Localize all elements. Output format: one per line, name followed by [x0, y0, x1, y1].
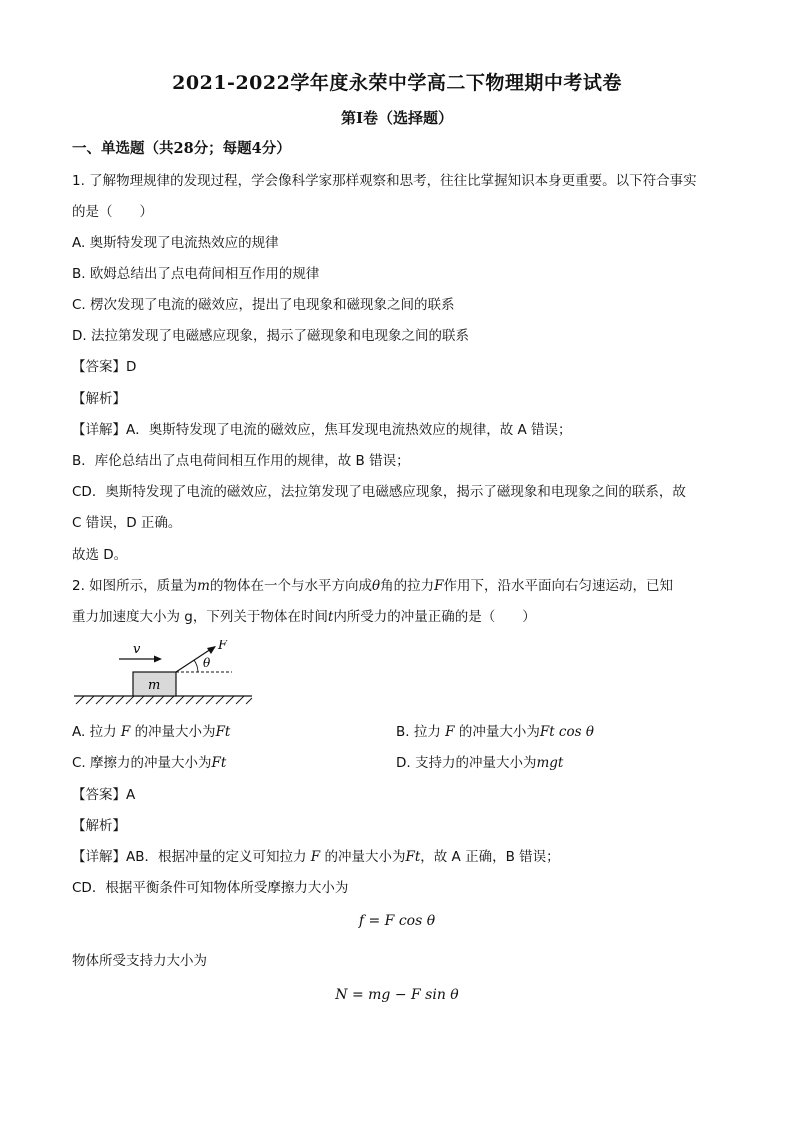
- detail-text: 【详解】AB．根据冲量的定义可知拉力: [72, 849, 307, 865]
- option-text: 的冲量大小为: [458, 724, 540, 740]
- q1-detail-2: B．库伦总结出了点电荷间相互作用的规律，故 B 错误；: [72, 453, 410, 469]
- force-symbol: F: [120, 724, 131, 740]
- q2-stem-text: 作用下，沿水平面向右匀速运动，已知: [443, 578, 673, 594]
- force-label: F: [218, 640, 228, 653]
- page-title: 2021-2022学年度永荣中学高二下物理期中考试卷: [172, 72, 622, 94]
- q1-option-d: D. 法拉第发现了电磁感应现象，揭示了磁现象和电现象之间的联系: [72, 328, 469, 344]
- q2-detail-1: [72, 847, 560, 867]
- equation-friction: f = F cos θ: [358, 913, 436, 929]
- q1-stem-line2: 的是（ ）: [72, 204, 153, 220]
- block-mass-label: m: [148, 678, 161, 693]
- q2-option-c: [72, 753, 226, 773]
- force-symbol: F: [445, 724, 455, 740]
- q1-detail-4: C 错误，D 正确。: [72, 515, 182, 531]
- q2-stem-text: 角的拉力: [380, 578, 435, 594]
- q2-option-a: [72, 722, 230, 742]
- option-value: mgt: [536, 755, 564, 771]
- force-symbol: F: [434, 578, 444, 594]
- q1-stem-line1: 1. 了解物理规律的发现过程，学会像科学家那样观察和思考，往往比掌握知识本身更重要。以下符合事实: [72, 173, 697, 189]
- section-subtitle: 第I卷（选择题）: [340, 109, 454, 127]
- option-text: 的冲量大小为: [134, 724, 216, 740]
- option-text: D. 支持力的冲量大小为: [396, 755, 537, 771]
- q2-stem-text: 的物体在一个与水平方向成: [209, 578, 372, 594]
- q1-analysis-label: 【解析】: [72, 391, 126, 407]
- q1-conclusion: 故选 D。: [72, 547, 128, 563]
- ground-hatching: [76, 696, 252, 704]
- q2-analysis-label: 【解析】: [72, 818, 126, 834]
- q1-answer: 【答案】D: [72, 359, 137, 375]
- q2-option-d: [396, 753, 563, 773]
- detail-text: 的冲量大小为: [324, 849, 406, 865]
- q1-option-b: B. 欧姆总结出了点电荷间相互作用的规律: [72, 266, 320, 282]
- q2-stem-line2: [72, 607, 536, 627]
- q2-detail-3: 物体所受支持力大小为: [72, 953, 207, 969]
- q1-option-c: C. 楞次发现了电流的磁效应，提出了电现象和磁现象之间的联系: [72, 297, 455, 313]
- force-diagram: [72, 640, 257, 712]
- q1-detail-3: CD．奥斯特发现了电流的磁效应，法拉第发现了电磁感应现象，揭示了磁现象和电现象之间的联系，故: [72, 484, 686, 500]
- q2-stem-text: 2. 如图所示，质量为: [72, 578, 198, 594]
- section-heading: 一、单选题（共28分；每题4分）: [72, 140, 291, 157]
- q1-detail-1: 【详解】A．奥斯特发现了电流的磁效应，焦耳发现电流热效应的规律，故 A 错误；: [72, 422, 572, 438]
- mass-symbol: m: [197, 578, 210, 594]
- detail-value: Ft: [405, 849, 421, 865]
- angle-symbol: θ: [371, 578, 381, 594]
- q2-stem-line1: [72, 576, 673, 596]
- q2-answer: 【答案】A: [72, 787, 136, 803]
- velocity-label: v: [133, 642, 141, 657]
- time-symbol: t: [327, 609, 334, 625]
- q2-stem-text: 内所受力的冲量正确的是（ ）: [333, 609, 536, 625]
- force-arrowhead: [207, 646, 216, 654]
- angle-label: θ: [203, 656, 211, 670]
- option-text: C. 摩擦力的冲量大小为: [72, 755, 212, 771]
- q2-option-b: [396, 722, 594, 742]
- option-text: A. 拉力: [72, 724, 117, 740]
- equation-normal-force: N = mg − F sin θ: [335, 987, 459, 1003]
- angle-arc: [194, 660, 198, 672]
- option-text: B. 拉力: [396, 724, 441, 740]
- detail-text: ，故 A 正确，B 错误；: [420, 849, 560, 865]
- option-value: Ft cos θ: [539, 724, 594, 740]
- force-symbol: F: [310, 849, 321, 865]
- option-value: Ft: [211, 755, 227, 771]
- option-value: Ft: [215, 724, 231, 740]
- q1-option-a: A. 奥斯特发现了电流热效应的规律: [72, 235, 279, 251]
- q2-stem-text: 重力加速度大小为 g，下列关于物体在时间: [72, 609, 328, 625]
- q2-detail-2: CD．根据平衡条件可知物体所受摩擦力大小为: [72, 880, 349, 896]
- velocity-arrowhead: [154, 656, 162, 663]
